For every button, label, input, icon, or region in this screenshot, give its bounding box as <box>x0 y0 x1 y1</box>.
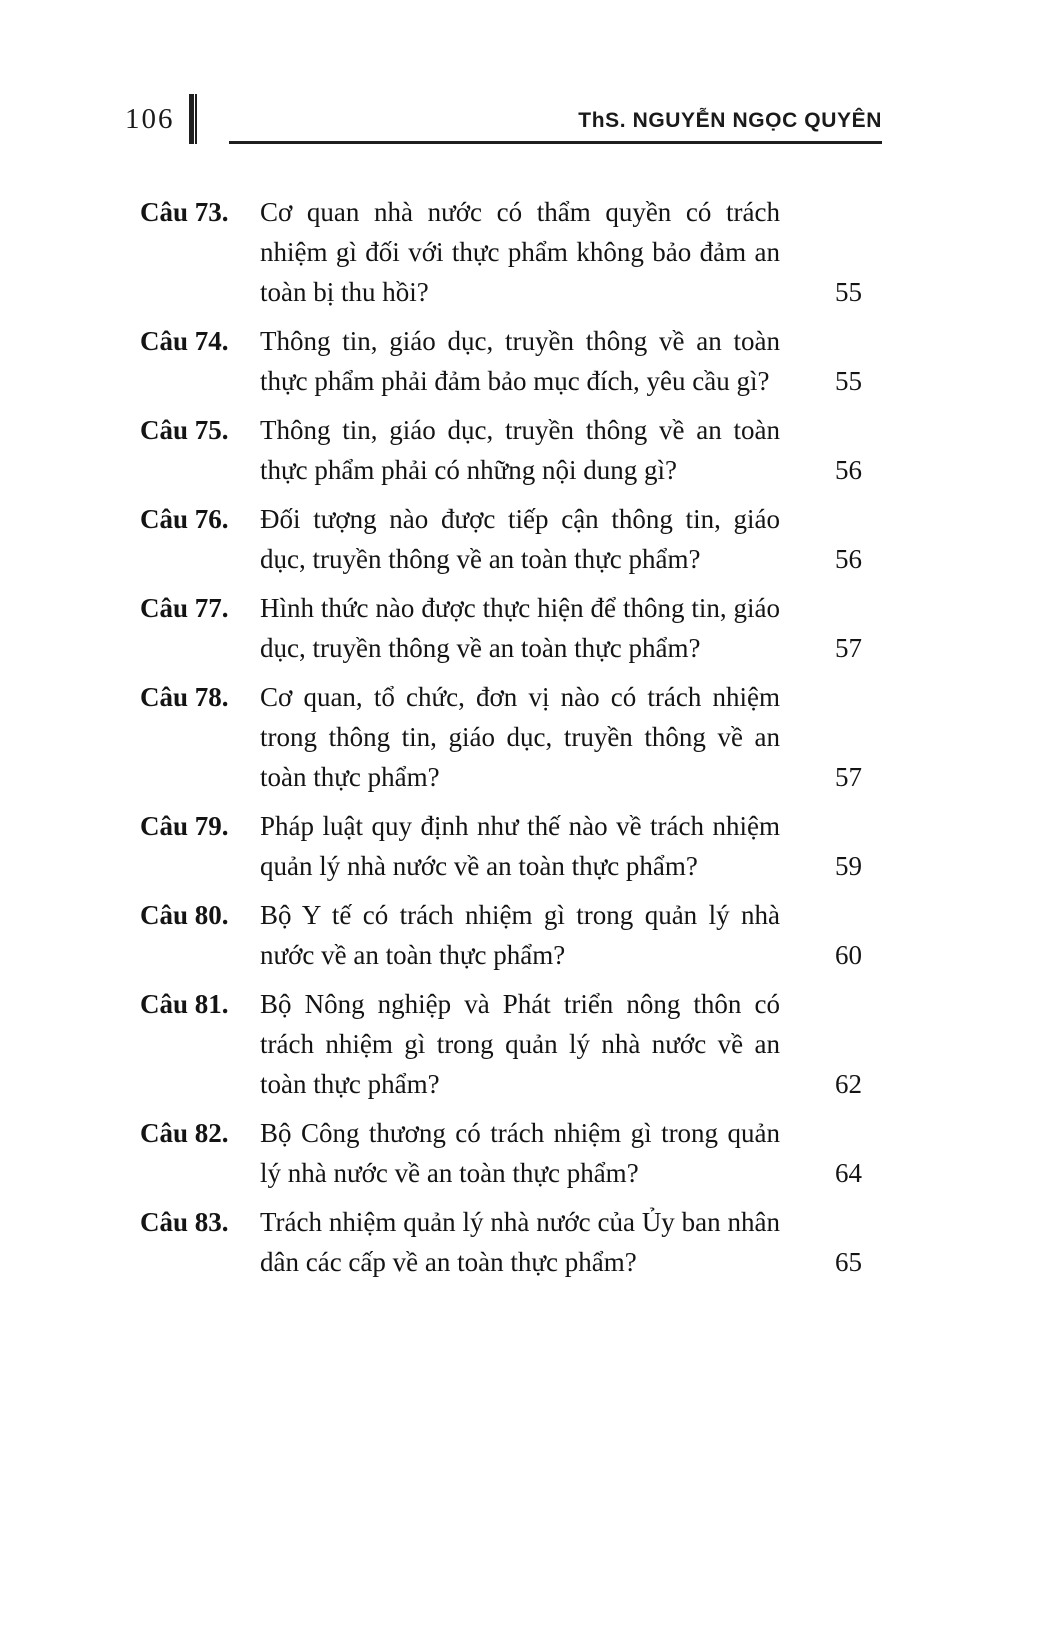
entry-question-text: Cơ quan, tổ chức, đơn vị nào có trách nhiệm trong thông tin, giáo dục, truyền thông về an toàn thực phẩm? <box>260 682 780 792</box>
toc-entry <box>140 806 862 886</box>
entry-question-number: Câu 80. <box>140 900 229 930</box>
entry-question-text: Thông tin, giáo dục, truyền thông về an toàn thực phẩm phải đảm bảo mục đích, yêu cầu gì? <box>260 326 780 396</box>
entry-question-text: Thông tin, giáo dục, truyền thông về an toàn thực phẩm phải có những nội dung gì? <box>260 415 780 485</box>
toc-entry <box>140 499 862 579</box>
entry-question-number: Câu 74. <box>140 326 229 356</box>
entry-page-ref: 55 <box>835 366 862 396</box>
entry-question-number: Câu 73. <box>140 197 229 227</box>
entry-question-text: Bộ Y tế có trách nhiệm gì trong quản lý nhà nước về an toàn thực phẩm? <box>260 900 780 970</box>
entry-page-ref: 56 <box>835 544 862 574</box>
toc-entry <box>140 1202 862 1282</box>
entry-page-ref: 59 <box>835 851 862 881</box>
entry-page-ref: 62 <box>835 1069 862 1099</box>
toc-entry <box>140 677 862 797</box>
entry-page-ref: 65 <box>835 1247 862 1277</box>
page-header <box>125 94 882 144</box>
page-number: 106 <box>125 103 175 135</box>
toc-entry <box>140 588 862 668</box>
toc-entry <box>140 1113 862 1193</box>
entry-question-text: Đối tượng nào được tiếp cận thông tin, giáo dục, truyền thông về an toàn thực phẩm? <box>260 504 780 574</box>
entry-question-number: Câu 76. <box>140 504 229 534</box>
entry-page-ref: 56 <box>835 455 862 485</box>
entry-page-ref: 57 <box>835 633 862 663</box>
entry-question-text: Cơ quan nhà nước có thẩm quyền có trách nhiệm gì đối với thực phẩm không bảo đảm an toàn bị thu hồi? <box>260 197 780 307</box>
running-head <box>229 109 883 144</box>
entry-question-number: Câu 75. <box>140 415 229 445</box>
entry-page-ref: 60 <box>835 940 862 970</box>
table-of-contents <box>140 192 862 1291</box>
entry-question-text: Pháp luật quy định như thế nào về trách nhiệm quản lý nhà nước về an toàn thực phẩm? <box>260 811 780 881</box>
entry-page-ref: 57 <box>835 762 862 792</box>
entry-question-number: Câu 79. <box>140 811 229 841</box>
entry-question-text: Trách nhiệm quản lý nhà nước của Ủy ban nhân dân các cấp về an toàn thực phẩm? <box>260 1207 780 1277</box>
entry-question-number: Câu 83. <box>140 1207 229 1237</box>
entry-page-ref: 55 <box>835 277 862 307</box>
running-head-author: ThS. NGUYỄN NGỌC QUYÊN <box>578 109 882 132</box>
toc-entry <box>140 192 862 312</box>
toc-entry <box>140 984 862 1104</box>
entry-question-text: Bộ Công thương có trách nhiệm gì trong quản lý nhà nước về an toàn thực phẩm? <box>260 1118 780 1188</box>
entry-question-number: Câu 77. <box>140 593 229 623</box>
double-bar-ornament <box>189 94 197 144</box>
toc-entry <box>140 895 862 975</box>
toc-entry <box>140 410 862 490</box>
entry-question-number: Câu 81. <box>140 989 229 1019</box>
entry-question-text: Bộ Nông nghiệp và Phát triển nông thôn có trách nhiệm gì trong quản lý nhà nước về an toàn thực phẩm? <box>260 989 780 1099</box>
entry-question-number: Câu 82. <box>140 1118 229 1148</box>
toc-entry <box>140 321 862 401</box>
entry-question-number: Câu 78. <box>140 682 229 712</box>
entry-page-ref: 64 <box>835 1158 862 1188</box>
entry-question-text: Hình thức nào được thực hiện để thông tin, giáo dục, truyền thông về an toàn thực phẩm? <box>260 593 780 663</box>
